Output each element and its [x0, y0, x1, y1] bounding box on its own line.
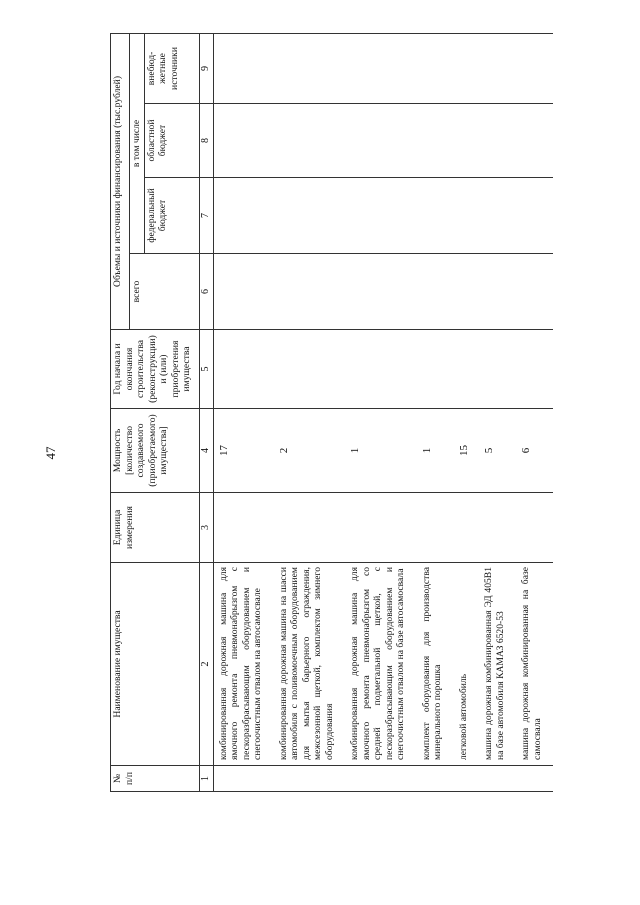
column-number: 1 [199, 766, 213, 792]
header-incl: в том числе [130, 33, 145, 253]
header-name: Наименование имущества [111, 563, 200, 766]
property-quantity: 17 [213, 409, 274, 493]
column-number-row [199, 33, 213, 791]
property-quantity: 1 [417, 409, 454, 493]
header-years: Год начала и окончания строительства (реконструкции) и (или) приобретения имущества [111, 330, 200, 409]
rotated-page-content [110, 34, 640, 792]
property-name: машина дорожная комбинированная на базе самосвала [516, 563, 553, 766]
table-row [454, 33, 480, 791]
header-federal: федеральный бюджет [144, 178, 199, 254]
header-capacity: Мощность [количество создаваемого (приобретаемого) имущества] [111, 409, 200, 493]
header-total: всего [130, 254, 200, 330]
property-name: комбинированная дорожная машина для ямочного ремонта пневмонабрызгом со средней подметальной щеткой, с пескоразбрасывающим оборудованием и снегоочистным отвалом на базе автосамосвала [345, 563, 417, 766]
table-row [213, 33, 274, 791]
table-row [516, 33, 553, 791]
column-number: 9 [199, 33, 213, 103]
property-table [110, 33, 553, 792]
property-name: комплект оборудования для производства минерального порошка [417, 563, 454, 766]
property-name: комбинированная дорожная машина для ямочного ремонта пневмонабрызгом с пескоразбрасывающим оборудованием и снегоочистным отвалом на автосамосвале [213, 563, 274, 766]
table-row [479, 33, 516, 791]
column-number: 3 [199, 493, 213, 563]
table-row [274, 33, 346, 791]
property-quantity: 1 [345, 409, 417, 493]
column-number: 4 [199, 409, 213, 493]
property-quantity: 2 [274, 409, 346, 493]
header-no: № п/п [111, 766, 200, 792]
header-financing: Объемы и источники финансирования (тыс.рублей) [111, 33, 130, 329]
header-regional: областной бюджет [144, 104, 199, 178]
property-quantity: 5 [479, 409, 516, 493]
column-number: 2 [199, 563, 213, 766]
table-row [345, 33, 417, 791]
property-name: комбинированная дорожная машина на шасси автомобиля с поливомоечным оборудованием для мытья барьерного ограждения, межсезонной щеткой, комплектом зимнего оборудования [274, 563, 346, 766]
property-name: машина дорожная комбинированная ЭД 405В1 на базе автомобиля КАМАЗ 6520-53 [479, 563, 516, 766]
property-quantity: 15 [454, 409, 480, 493]
header-offbudget: внебюд-жетные источники [144, 33, 199, 103]
header-unit: Единица измерения [111, 493, 200, 563]
column-number: 7 [199, 178, 213, 254]
column-number: 8 [199, 104, 213, 178]
property-name: легковой автомобиль [454, 563, 480, 766]
page-number: 47 [43, 446, 58, 460]
table-row [417, 33, 454, 791]
column-number: 5 [199, 330, 213, 409]
property-quantity: 6 [516, 409, 553, 493]
column-number: 6 [199, 254, 213, 330]
